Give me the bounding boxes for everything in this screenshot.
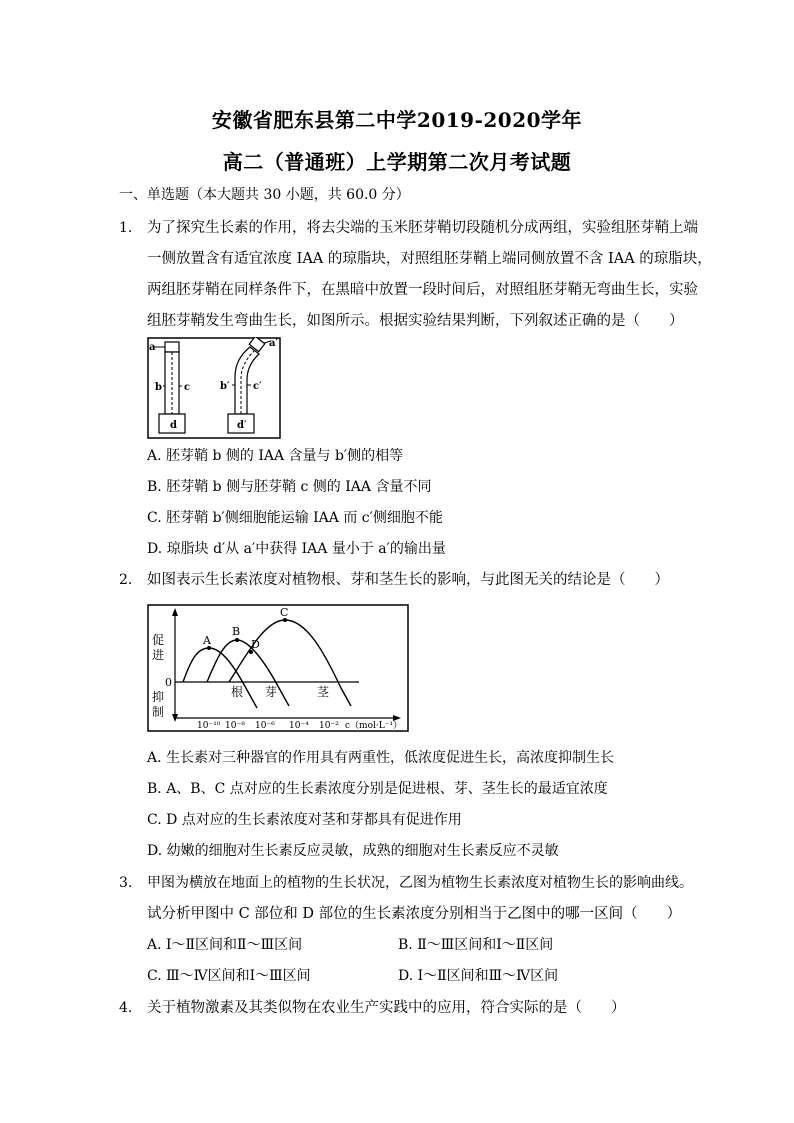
label-b: b xyxy=(155,382,162,393)
label-c-prime: c′ xyxy=(253,381,262,392)
question-number: 4. xyxy=(119,1000,133,1016)
question-line: 试分析甲图中 C 部位和 D 部位的生长素浓度分别相当于乙图中的哪一区间（ ） xyxy=(147,906,682,922)
question-number: 1. xyxy=(119,220,133,236)
option-b[interactable]: B. 胚芽鞘 b 侧与胚芽鞘 c 侧的 IAA 含量不同 xyxy=(147,479,432,495)
tick-label: 10⁻⁴ xyxy=(289,721,309,731)
label-promote-2: 进 xyxy=(152,648,165,662)
label-d: d xyxy=(170,420,177,431)
question-line: 一侧放置含有适宜浓度 IAA 的琼脂块，对照组胚芽鞘上端同侧放置不含 IAA 的琼脂块， xyxy=(147,251,712,267)
option-d[interactable]: D. Ⅰ～Ⅱ区间和Ⅲ～Ⅳ区间 xyxy=(398,968,559,984)
point-C: C xyxy=(280,606,289,619)
option-c[interactable]: C. Ⅲ～Ⅳ区间和Ⅰ～Ⅲ区间 xyxy=(147,968,311,984)
question-line: 组胚芽鞘发生弯曲生长，如图所示。根据实验结果判断，下列叙述正确的是（ ） xyxy=(147,313,684,329)
option-a[interactable]: A. 生长素对三种器官的作用具有两重性，低浓度促进生长，高浓度抑制生长 xyxy=(147,750,615,766)
tick-label: 10⁻⁸ xyxy=(225,721,245,731)
axis-unit: c（mol·L⁻¹） xyxy=(345,721,403,731)
option-a[interactable]: A. 胚芽鞘 b 侧的 IAA 含量与 b′侧的相等 xyxy=(147,448,404,464)
title-line-1: 安徽省肥东县第二中学2019-2020学年 xyxy=(211,108,583,132)
label-c: c xyxy=(184,382,191,393)
option-d[interactable]: D. 琼脂块 d′从 a′中获得 IAA 量小于 a′的输出量 xyxy=(147,541,446,557)
tick-label: 10⁻⁶ xyxy=(255,721,275,731)
option-c[interactable]: C. D 点对应的生长素浓度对茎和芽都具有促进作用 xyxy=(147,812,462,828)
option-d[interactable]: D. 幼嫩的细胞对生长素反应灵敏，成熟的细胞对生长素反应不灵敏 xyxy=(147,843,559,859)
label-a-prime: a′ xyxy=(269,338,279,349)
label-b-prime: b′ xyxy=(220,381,230,392)
point-B: B xyxy=(232,625,241,638)
question-line: 如图表示生长素浓度对植物根、芽和茎生长的影响，与此图无关的结论是（ ） xyxy=(147,572,669,588)
question-line: 两组胚芽鞘在同样条件下，在黑暗中放置一段时间后，对照组胚芽鞘无弯曲生长，实验 xyxy=(147,282,698,298)
question-number: 2. xyxy=(119,572,133,588)
label-root: 根 xyxy=(231,685,244,699)
label-zero: 0 xyxy=(165,676,172,689)
tick-label: 10⁻² xyxy=(319,721,339,731)
label-d-prime: d′ xyxy=(237,420,247,431)
option-b[interactable]: B. A、B、C 点对应的生长素浓度分别是促进根、芽、茎生长的最适宜浓度 xyxy=(147,781,608,797)
option-b[interactable]: B. Ⅱ～Ⅲ区间和Ⅰ～Ⅱ区间 xyxy=(398,937,554,953)
section-heading: 一、单选题（本大题共 30 小题，共 60.0 分） xyxy=(119,187,410,203)
label-a: a xyxy=(149,342,156,353)
tick-label: 10⁻¹⁰ xyxy=(197,721,221,731)
coleoptile-figure xyxy=(147,337,281,439)
label-inhibit-2: 制 xyxy=(152,705,165,719)
label-stem: 茎 xyxy=(317,685,330,699)
title-line-2: 高二（普通班）上学期第二次月考试题 xyxy=(222,150,572,174)
label-bud: 芽 xyxy=(265,685,278,699)
auxin-concentration-graph xyxy=(147,604,409,732)
question-line: 关于植物激素及其类似物在农业生产实践中的应用，符合实际的是（ ） xyxy=(147,1000,626,1016)
option-c[interactable]: C. 胚芽鞘 b′侧细胞能运输 IAA 而 c′侧细胞不能 xyxy=(147,510,443,526)
question-line: 甲图为横放在地面上的植物的生长状况，乙图为植物生长素浓度对植物生长的影响曲线。 xyxy=(147,875,693,891)
point-A: A xyxy=(203,634,211,647)
label-inhibit-1: 抑 xyxy=(152,690,165,704)
point-D: D xyxy=(251,638,260,651)
option-a[interactable]: A. Ⅰ～Ⅱ区间和Ⅱ～Ⅲ区间 xyxy=(147,937,303,953)
label-promote-1: 促 xyxy=(152,633,165,647)
question-number: 3. xyxy=(119,875,133,891)
question-line: 为了探究生长素的作用，将去尖端的玉米胚芽鞘切段随机分成两组，实验组胚芽鞘上端 xyxy=(147,220,698,236)
